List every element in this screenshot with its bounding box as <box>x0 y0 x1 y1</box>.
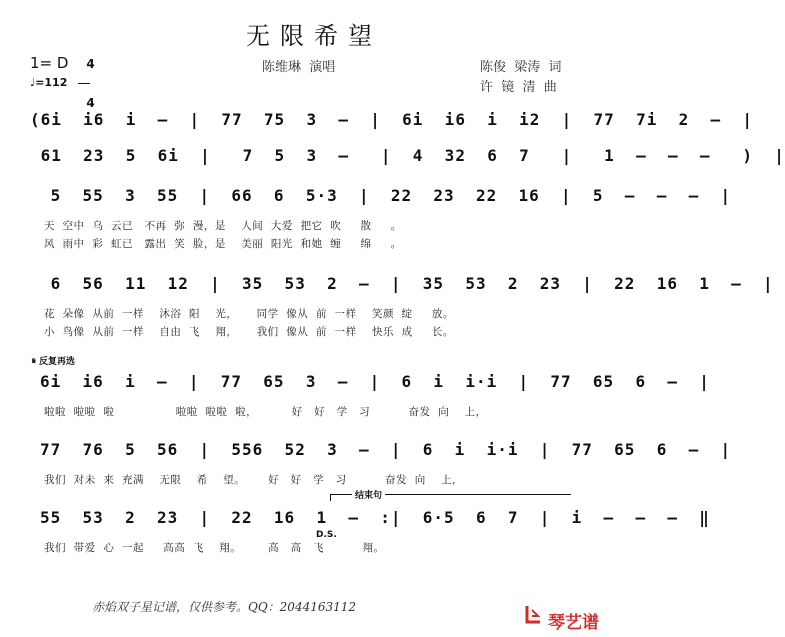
notation-line-3: 5 55 3 55 | 66 6 5·3 | 22 23 22 16 | 5 – – – | <box>40 186 732 205</box>
notation-line-4: 6 56 11 12 | 35 53 2 – | 35 53 2 23 | 22 16 1 – | <box>40 274 774 293</box>
footer-note: 赤焰双子星记谱，仅供参考。QQ：2044163112 <box>92 600 357 614</box>
logo-icon <box>524 604 544 626</box>
ds-mark: D.S. <box>316 530 337 540</box>
lyrics-line-6: 我们 对未 来 充满 无限 希 望。 好 好 学 习 奋发 向 上， <box>44 474 464 486</box>
lyricist-credit: 陈俊 梁涛 词 <box>480 60 562 75</box>
tempo-marking: ♩=112 <box>30 76 68 89</box>
key-signature: 1= D <box>30 54 69 72</box>
lyrics-line-4b: 小 鸟像 从前 一样 自由 飞 翔， 我们 像从 前 一样 快乐 成 长。 <box>44 326 454 338</box>
lyrics-line-3a: 天 空中 乌 云已 不再 弥 漫，是 人间 大爱 把它 吹 散 。 <box>44 220 402 232</box>
segno-mark: 𝄋 反复再选 <box>32 357 76 367</box>
time-signature-bottom: 4 <box>86 96 95 110</box>
lyrics-line-4a: 花 朵像 从前 一样 沐浴 阳 光， 同学 像从 前 一样 笑颜 绽 放。 <box>44 308 454 320</box>
notation-line-2: 61 23 5 6i | 7 5 3 – | 4 32 6 7 | 1 – – – ) | <box>30 146 785 165</box>
notation-line-1: (6i i6 i – | 77 75 3 – | 6i i6 i i2 | 77 7i 2 – | <box>30 110 754 129</box>
notation-line-5: 6i i6 i – | 77 65 3 – | 6 i i·i | 77 65 6 – | <box>40 372 710 391</box>
lyrics-line-3b: 风 雨中 彩 虹已 露出 笑 脸，是 美丽 阳光 和她 缠 绵 。 <box>44 238 402 250</box>
lyrics-line-7: 我们 带爱 心 一起 高高 飞 翔。 高 高 飞 翔。 <box>44 542 385 554</box>
logo-text: 琴艺谱 <box>548 613 599 633</box>
time-signature <box>78 46 95 110</box>
notation-line-7: 55 53 2 23 | 22 16 1 – :| 6·5 6 7 | i – – – ‖ <box>40 508 710 527</box>
notation-line-6: 77 76 5 56 | 556 52 3 – | 6 i i·i | 77 65 6 – | <box>40 440 732 459</box>
singer-credit: 陈维琳 演唱 <box>262 60 336 75</box>
composer-credit: 许 镜 清 曲 <box>480 80 557 95</box>
ending-label: 结束句 <box>352 488 385 501</box>
time-signature-top: 4 <box>86 57 95 71</box>
lyrics-line-5: 啦啦 啦啦 啦 啦啦 啦啦 啦， 好 好 学 习 奋发 向 上， <box>44 406 487 418</box>
page-title: 无限希望 <box>246 22 382 50</box>
